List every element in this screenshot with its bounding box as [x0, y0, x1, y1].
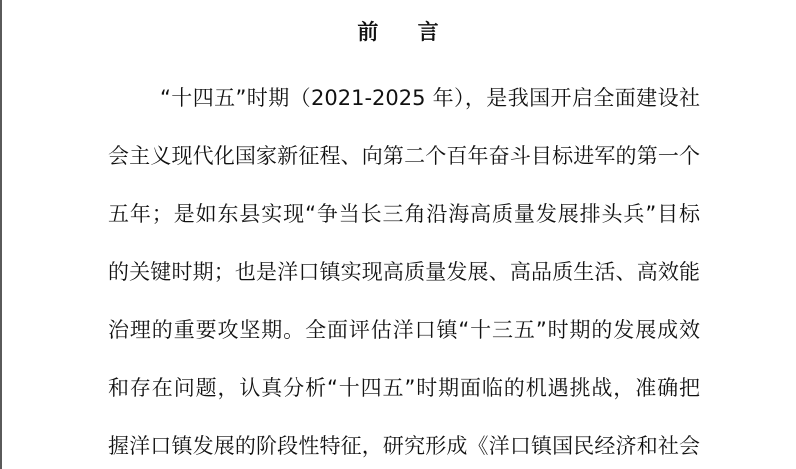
paragraph-line-3: 五年；是如东县实现“争当长三角沿海高质量发展排头兵”目标 — [108, 202, 700, 226]
paragraph-line-6: 和存在问题，认真分析“十四五”时期面临的机遇挑战，准确把 — [108, 376, 700, 400]
page-left-border — [0, 0, 2, 469]
document-title: 前 言 — [357, 20, 455, 44]
paragraph-line-5: 治理的重要攻坚期。全面评估洋口镇“十三五”时期的发展成效 — [108, 318, 700, 342]
paragraph-line-1: “十四五”时期（2021-2025 年），是我国开启全面建设社 — [160, 86, 700, 110]
paragraph-line-4: 的关键时期；也是洋口镇实现高质量发展、高品质生活、高效能 — [108, 260, 700, 284]
paragraph-line-2: 会主义现代化国家新征程、向第二个百年奋斗目标进军的第一个 — [108, 144, 700, 168]
paragraph-line-7: 握洋口镇发展的阶段性特征，研究形成《洋口镇国民经济和社会 — [108, 434, 700, 458]
